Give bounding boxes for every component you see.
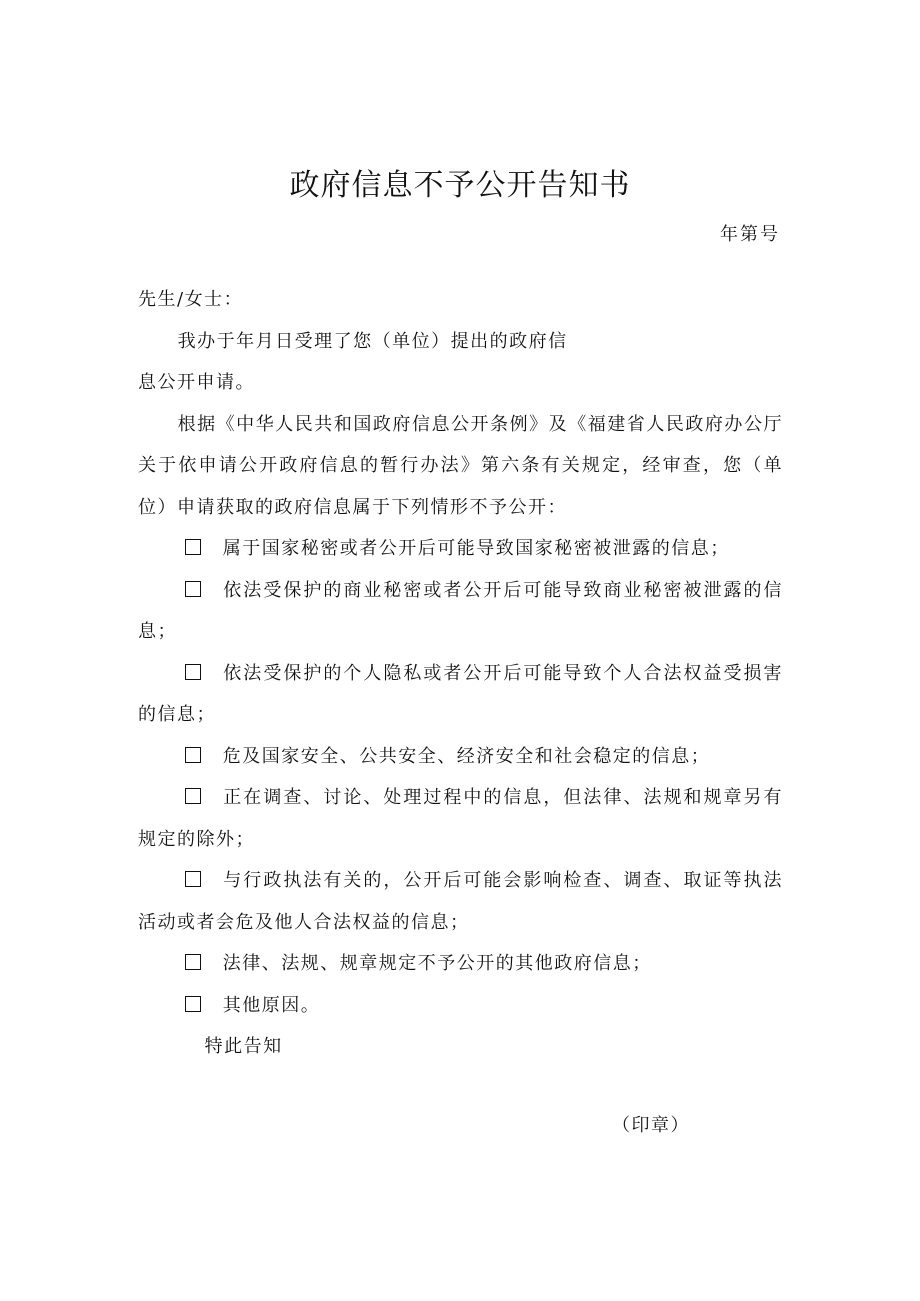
option-item-6: [138, 860, 783, 943]
checkbox-1[interactable]: [185, 539, 201, 555]
option-text-4: 危及国家安全、公共安全、经济安全和社会稳定的信息；: [222, 745, 711, 767]
document-title: 政府信息不予公开告知书: [289, 168, 631, 203]
option-text-3: 依法受保护的个人隐私或者公开后可能导致个人合法权益受损害的信息；: [138, 662, 783, 725]
option-item-5: [138, 777, 783, 860]
checkbox-8[interactable]: [185, 996, 201, 1012]
checkbox-4[interactable]: [185, 747, 201, 763]
legal-basis-paragraph: 根据《中华人民共和国政府信息公开条例》及《福建省人民政府办公厅关于依申请公开政府信息的暂行办法》第六条有关规定，经审查，您（单位）申请获取的政府信息属于下列情形不予公开：: [138, 413, 783, 518]
intro-line-2: 息公开申请。: [138, 372, 255, 393]
document-body: [138, 279, 783, 1068]
option-item-1: [138, 528, 783, 570]
option-item-2: [138, 570, 783, 653]
closing-text: 特此告知: [204, 1036, 283, 1057]
checkbox-6[interactable]: [185, 871, 201, 887]
salutation: 先生/女士：: [138, 289, 244, 310]
document-number: 年第号: [720, 224, 780, 245]
option-item-7: [138, 943, 783, 985]
seal-placeholder: （印章）: [612, 1115, 690, 1136]
checkbox-2[interactable]: [185, 581, 201, 597]
option-item-8: [138, 985, 783, 1027]
checkbox-7[interactable]: [185, 954, 201, 970]
option-text-7: 法律、法规、规章规定不予公开的其他政府信息；: [222, 953, 652, 974]
checkbox-5[interactable]: [185, 788, 201, 804]
option-text-1: 属于国家秘密或者公开后可能导致国家秘密被泄露的信息；: [222, 538, 730, 559]
option-text-2: 依法受保护的商业秘密或者公开后可能导致商业秘密被泄露的信息；: [138, 579, 783, 642]
checkbox-3[interactable]: [185, 664, 201, 680]
option-item-4: [138, 736, 783, 778]
option-text-6: 与行政执法有关的，公开后可能会影响检查、调查、取证等执法活动或者会危及他人合法权益的信息；: [138, 870, 783, 933]
option-item-3: [138, 653, 783, 736]
option-text-5: 正在调查、讨论、处理过程中的信息，但法律、法规和规章另有规定的除外；: [138, 787, 783, 850]
intro-line-1: 我办于年月日受理了您（单位）提出的政府信: [177, 330, 568, 352]
option-text-8: 其他原因。: [222, 994, 321, 1016]
